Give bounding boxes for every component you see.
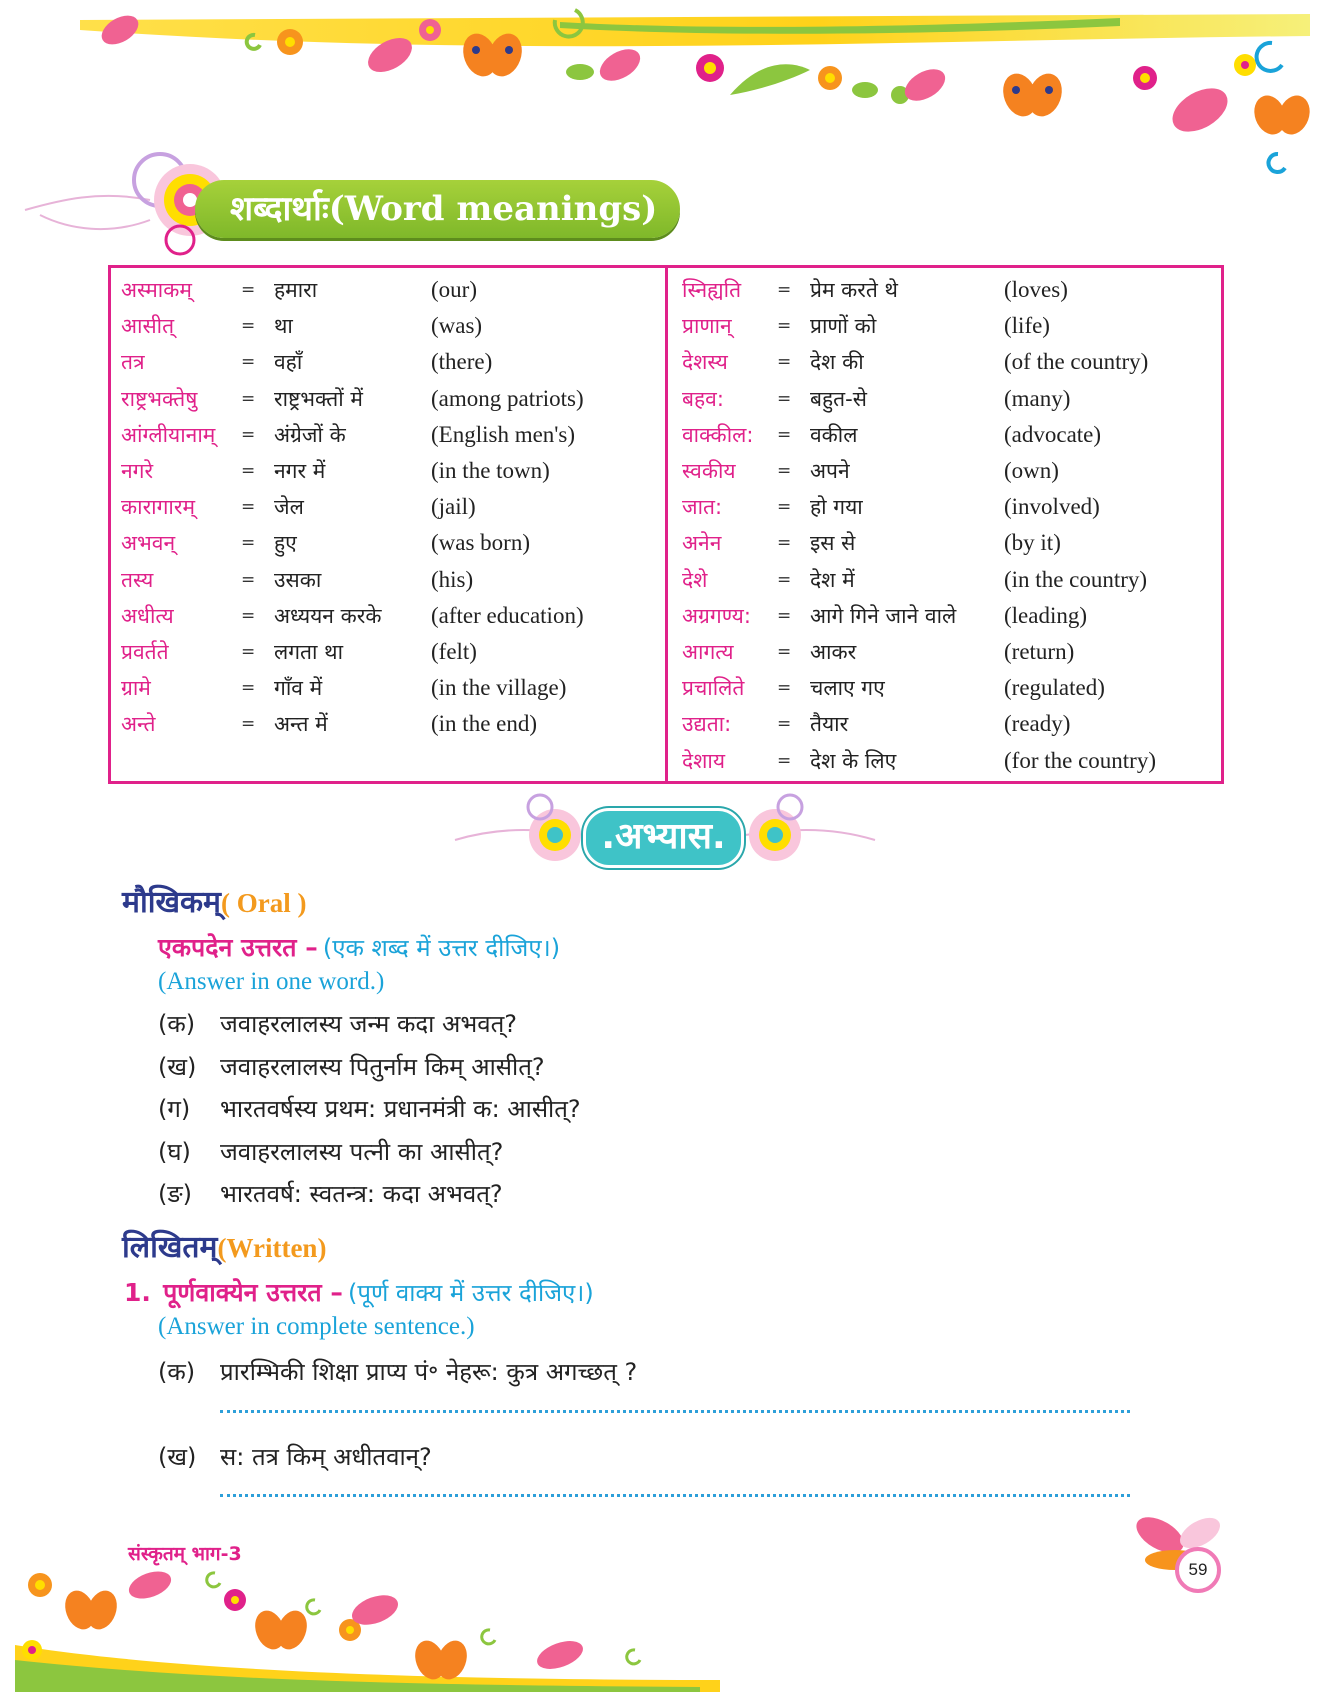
hindi-meaning: आगे गिने जाने वाले <box>810 603 957 628</box>
equals-sign: = <box>241 605 256 626</box>
sanskrit-word: प्रचालिते <box>682 676 745 701</box>
hindi-meaning: आकर <box>810 640 857 664</box>
english-meaning: (involved) <box>1004 494 1100 520</box>
equals-sign: = <box>777 497 792 518</box>
word-meaning-row <box>121 489 621 525</box>
word-meaning-row <box>121 562 621 598</box>
equals-sign: = <box>241 714 256 735</box>
written-instruction-hindi: (पूर्ण वाक्य में उत्तर दीजिए।) <box>347 1279 594 1307</box>
word-meaning-row <box>682 598 1182 634</box>
word-meaning-row <box>682 381 1182 417</box>
equals-sign: = <box>777 352 792 373</box>
hindi-meaning: इस से <box>810 531 856 556</box>
hindi-meaning: अन्त में <box>274 712 328 737</box>
sanskrit-word: देशे <box>682 567 708 592</box>
sanskrit-word: आंग्लीयानाम् <box>121 422 216 447</box>
question-text: जवाहरलालस्य पत्नी का आसीत्? <box>220 1137 504 1166</box>
sanskrit-word: देशस्य <box>682 350 728 375</box>
english-meaning: (ready) <box>1004 711 1071 737</box>
sanskrit-word: उद्यता: <box>682 712 732 737</box>
sanskrit-word: अनेन <box>682 531 722 556</box>
hindi-meaning: हुए <box>274 531 297 556</box>
equals-sign: = <box>777 714 792 735</box>
equals-sign: = <box>241 388 256 409</box>
english-meaning: (was born) <box>431 530 530 556</box>
equals-sign: = <box>777 424 792 445</box>
word-meaning-row <box>121 308 621 344</box>
heart-leaf-icon <box>125 1566 586 1674</box>
page-number: 59 <box>1188 1560 1208 1579</box>
english-meaning: (English men's) <box>431 421 576 447</box>
word-meaning-row <box>682 634 1182 670</box>
equals-sign: = <box>777 461 792 481</box>
question-label: (घ) <box>158 1137 191 1166</box>
sanskrit-word: अग्रगण्य: <box>682 603 751 628</box>
equals-sign: = <box>241 642 256 662</box>
english-meaning: (after education) <box>431 602 584 628</box>
oral-instruction-title: एकपदेन उत्तरत – <box>158 933 318 962</box>
hindi-meaning: उसका <box>274 567 322 592</box>
hindi-meaning: वहाँ <box>274 350 303 375</box>
english-meaning: (in the country) <box>1004 566 1148 592</box>
hindi-meaning: देश के लिए <box>810 748 897 773</box>
written-question <box>158 1355 637 1388</box>
table-divider <box>665 265 668 784</box>
word-meaning-row <box>682 417 1182 453</box>
english-meaning: (advocate) <box>1004 421 1102 447</box>
question-text: प्रारम्भिकी शिक्षा प्राप्य पं॰ नेहरू: कुत्र अगच्छत् ? <box>220 1358 638 1386</box>
written-instruction <box>124 1275 594 1309</box>
sanskrit-word: राष्ट्रभक्तेषु <box>121 386 198 411</box>
english-meaning: (of the country) <box>1004 349 1149 375</box>
word-meaning-row <box>121 381 621 417</box>
written-heading <box>122 1225 326 1266</box>
hindi-meaning: चलाए गए <box>810 676 885 701</box>
question-text: जवाहरलालस्य पितुर्नाम किम् आसीत्? <box>220 1052 545 1081</box>
question-text: जवाहरलालस्य जन्म कदा अभवत्? <box>220 1010 517 1038</box>
equals-sign: = <box>777 642 792 662</box>
equals-sign: = <box>241 352 256 373</box>
english-meaning: (loves) <box>1004 277 1068 302</box>
english-meaning: (jail) <box>431 494 476 520</box>
english-meaning: (in the end) <box>431 711 538 737</box>
abhyas-title: .अभ्यास. <box>601 816 726 857</box>
word-meaning-row <box>121 634 621 670</box>
equals-sign: = <box>777 569 792 590</box>
equals-sign: = <box>241 280 256 300</box>
question-label: (क) <box>158 1358 196 1386</box>
written-question-number: 1. <box>124 1278 151 1307</box>
sanskrit-word: तस्य <box>121 567 154 592</box>
word-meaning-row <box>682 743 1182 779</box>
hindi-meaning: बहुत-से <box>810 386 867 411</box>
question-text: भारतवर्ष: स्वतन्त्र: कदा अभवत्? <box>220 1180 503 1208</box>
hindi-meaning: देश में <box>810 567 855 592</box>
equals-sign: = <box>241 461 256 481</box>
oral-question <box>158 1050 545 1083</box>
english-meaning: (life) <box>1004 313 1050 339</box>
word-meaning-row <box>682 453 1182 489</box>
word-meaning-row <box>121 272 621 308</box>
english-meaning: (leading) <box>1004 602 1088 628</box>
hindi-meaning: गाँव में <box>274 676 323 701</box>
equals-sign: = <box>241 569 256 590</box>
word-meaning-row <box>121 344 621 380</box>
english-meaning: (felt) <box>431 639 477 664</box>
hindi-meaning: देश की <box>810 350 864 375</box>
equals-sign: = <box>777 533 792 554</box>
hindi-meaning: अपने <box>810 459 850 483</box>
sanskrit-word: अस्माकम् <box>121 278 192 302</box>
english-meaning: (his) <box>431 566 474 592</box>
hindi-meaning: प्रेम करते थे <box>810 278 898 302</box>
word-meaning-row <box>682 272 1182 308</box>
question-label: (ङ) <box>158 1180 193 1208</box>
sanskrit-word: आसीत् <box>121 314 175 339</box>
butterfly-icon <box>1249 91 1315 139</box>
hindi-meaning: हो गया <box>810 495 863 520</box>
english-meaning: (own) <box>1004 458 1059 483</box>
word-meaning-row <box>121 453 621 489</box>
question-label: (ख) <box>158 1443 197 1471</box>
word-meaning-row <box>121 417 621 453</box>
question-text: भारतवर्षस्य प्रथम: प्रधानमंत्री क: आसीत्? <box>220 1095 581 1123</box>
word-meaning-row <box>121 525 621 561</box>
english-meaning: (in the village) <box>431 675 567 701</box>
sanskrit-word: ग्रामे <box>121 676 151 701</box>
question-text: स: तत्र किम् अधीतवान्? <box>220 1443 432 1471</box>
word-meanings-title: शब्दार्थाः(Word meanings) <box>230 189 658 229</box>
oral-heading <box>122 880 306 921</box>
sanskrit-word: नगरे <box>121 459 154 483</box>
butterfly-icon <box>250 1606 312 1653</box>
hindi-meaning: जेल <box>274 495 304 520</box>
answer-line[interactable] <box>220 1410 1130 1413</box>
english-meaning: (regulated) <box>1004 675 1105 701</box>
oral-question <box>158 1177 503 1210</box>
oral-instruction-english: (Answer in one word.) <box>158 968 385 995</box>
written-question <box>158 1440 432 1473</box>
question-label: (क) <box>158 1010 196 1038</box>
hindi-meaning: तैयार <box>810 712 849 737</box>
sanskrit-word: तत्र <box>121 350 145 375</box>
butterfly-icon <box>997 69 1067 121</box>
english-meaning: (return) <box>1004 639 1075 664</box>
word-meaning-row <box>121 598 621 634</box>
word-meaning-row <box>682 670 1182 706</box>
hindi-meaning: वकील <box>810 422 858 447</box>
english-meaning: (in the town) <box>431 458 550 483</box>
english-meaning: (many) <box>1004 385 1071 411</box>
sanskrit-word: बहव: <box>682 386 724 411</box>
sanskrit-word: जात: <box>682 495 723 520</box>
english-meaning: (our) <box>431 277 477 302</box>
bottom-floral-border <box>0 1555 1332 1692</box>
word-meaning-row <box>682 489 1182 525</box>
book-title: संस्कृतम् भाग-3 <box>128 1543 242 1565</box>
hindi-meaning: नगर में <box>274 459 326 483</box>
sanskrit-word: प्रवर्तते <box>121 640 169 664</box>
hindi-meaning: प्राणों को <box>810 314 877 339</box>
word-meaning-row <box>121 670 621 706</box>
oral-question <box>158 1092 581 1125</box>
word-meaning-row <box>682 308 1182 344</box>
word-meaning-row <box>682 525 1182 561</box>
hindi-meaning: अध्ययन करके <box>274 603 382 628</box>
question-label: (ख) <box>158 1052 197 1081</box>
english-meaning: (there) <box>431 349 493 375</box>
oral-instruction <box>158 930 560 964</box>
oral-question <box>158 1135 503 1168</box>
equals-sign: = <box>241 678 256 699</box>
sanskrit-word: अन्ते <box>121 712 156 737</box>
equals-sign: = <box>777 316 792 337</box>
hindi-meaning: लगता था <box>274 640 344 664</box>
equals-sign: = <box>777 280 792 300</box>
hindi-meaning: अंग्रेजों के <box>274 422 346 447</box>
answer-line[interactable] <box>220 1494 1130 1497</box>
hindi-meaning: था <box>274 314 293 339</box>
equals-sign: = <box>777 750 792 771</box>
english-meaning: (was) <box>431 313 483 339</box>
written-heading-english: (Written) <box>217 1233 327 1263</box>
oral-question <box>158 1007 517 1040</box>
hindi-meaning: हमारा <box>274 278 318 302</box>
sanskrit-word: कारागारम् <box>121 495 196 520</box>
english-meaning: (by it) <box>1004 530 1061 556</box>
word-meaning-row <box>682 706 1182 742</box>
sanskrit-word: आगत्य <box>682 640 734 664</box>
question-label: (ग) <box>158 1095 191 1123</box>
sanskrit-word: प्राणान् <box>682 314 732 339</box>
sanskrit-word: देशाय <box>682 748 726 773</box>
sanskrit-word: अभवन् <box>121 531 176 556</box>
equals-sign: = <box>777 388 792 409</box>
equals-sign: = <box>777 678 792 699</box>
written-instruction-title: पूर्णवाक्येन उत्तरत – <box>163 1278 343 1307</box>
english-meaning: (among patriots) <box>431 385 584 411</box>
word-meaning-row <box>682 562 1182 598</box>
equals-sign: = <box>777 605 792 626</box>
butterfly-icon <box>60 1586 122 1633</box>
sanskrit-word: स्निह्यति <box>682 278 742 302</box>
equals-sign: = <box>241 424 256 445</box>
oral-heading-english: ( Oral ) <box>221 888 307 918</box>
word-meaning-row <box>121 706 621 742</box>
sanskrit-word: स्वकीय <box>682 459 736 483</box>
equals-sign: = <box>241 316 256 337</box>
oral-heading-sanskrit: मौखिकम् <box>122 885 221 920</box>
english-meaning: (for the country) <box>1004 747 1156 773</box>
oral-instruction-hindi: (एक शब्द में उत्तर दीजिए।) <box>322 934 561 962</box>
equals-sign: = <box>241 497 256 518</box>
written-heading-sanskrit: लिखितम् <box>122 1230 218 1265</box>
sanskrit-word: वाक्कील: <box>682 422 754 447</box>
written-instruction-english: (Answer in complete sentence.) <box>158 1313 475 1340</box>
equals-sign: = <box>241 533 256 554</box>
word-meaning-row <box>682 344 1182 380</box>
sanskrit-word: अधीत्य <box>121 603 174 628</box>
hindi-meaning: राष्ट्रभक्तों में <box>274 386 363 411</box>
